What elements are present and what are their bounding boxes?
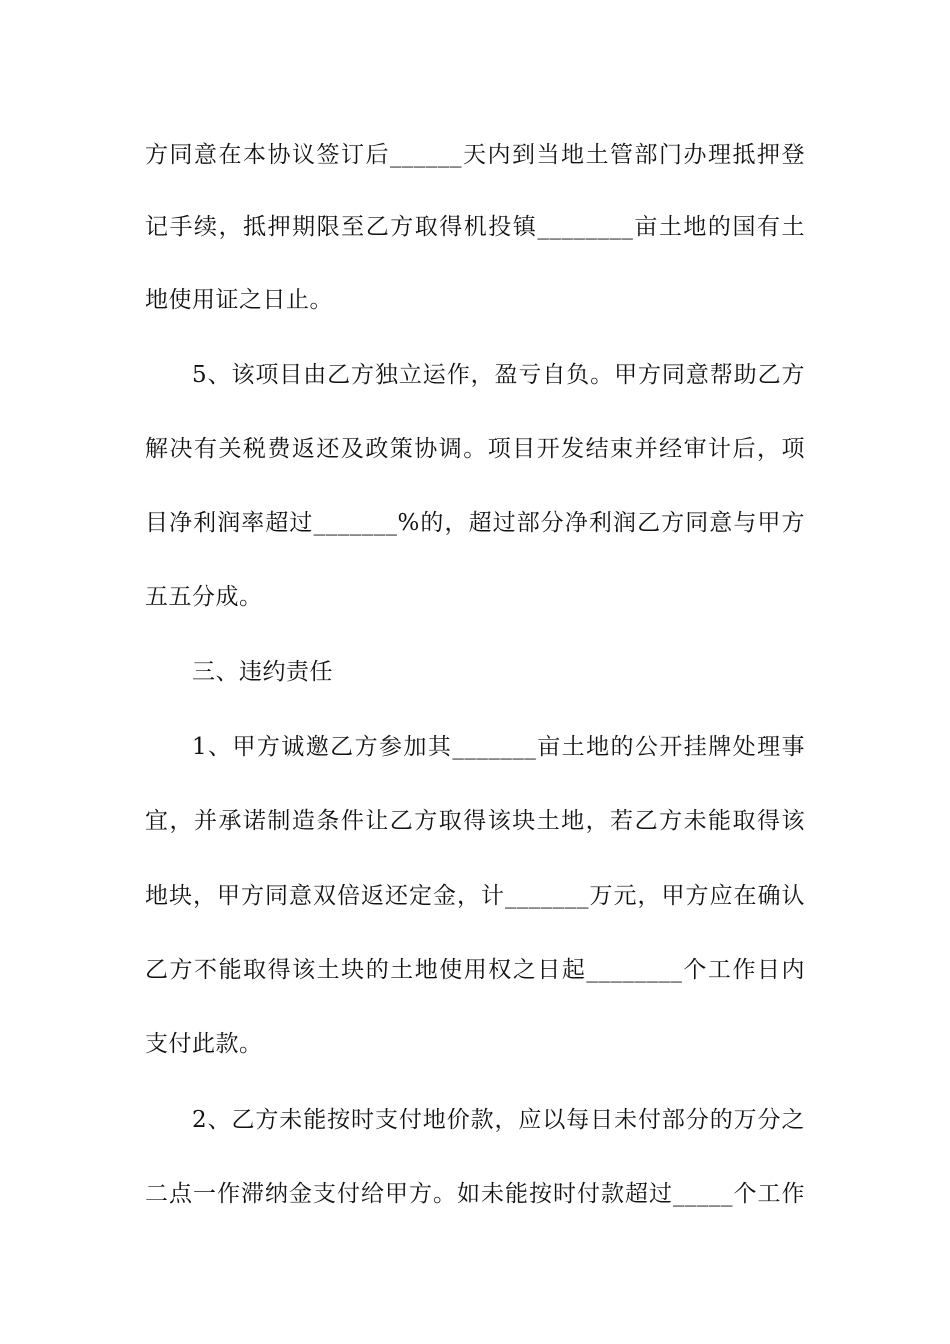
text-line: 地使用证之日止。 [145, 287, 333, 313]
text-line: 记手续，抵押期限至乙方取得机投镇________亩土地的国有土 [145, 214, 805, 240]
text-line: 乙方不能取得该土块的土地使用权之日起________个工作日内 [145, 957, 805, 983]
text-line: 方同意在本协议签订后______天内到当地土管部门办理抵押登 [145, 142, 805, 168]
text-line: 二点一作滞纳金支付给甲方。如未能按时付款超过_____个工作 [145, 1181, 805, 1207]
text-line: 五五分成。 [145, 584, 263, 610]
clause-2-first-line: 2、乙方未能按时支付地价款，应以每日未付部分的万分之 [192, 1107, 805, 1133]
clause-1-first-line: 1、甲方诚邀乙方参加其_______亩土地的公开挂牌处理事 [192, 734, 805, 760]
section-heading: 三、违约责任 [192, 659, 333, 685]
text-line: 宜，并承诺制造条件让乙方取得该块土地，若乙方未能取得该 [145, 808, 805, 834]
text-line: 支付此款。 [145, 1031, 263, 1057]
text-line: 解决有关税费返还及政策协调。项目开发结束并经审计后，项 [145, 436, 805, 462]
clause-5-first-line: 5、该项目由乙方独立运作，盈亏自负。甲方同意帮助乙方 [192, 362, 805, 388]
text-line: 目净利润率超过_______%的，超过部分净利润乙方同意与甲方 [145, 510, 805, 536]
text-line: 地块，甲方同意双倍返还定金，计_______万元，甲方应在确认 [145, 883, 805, 909]
